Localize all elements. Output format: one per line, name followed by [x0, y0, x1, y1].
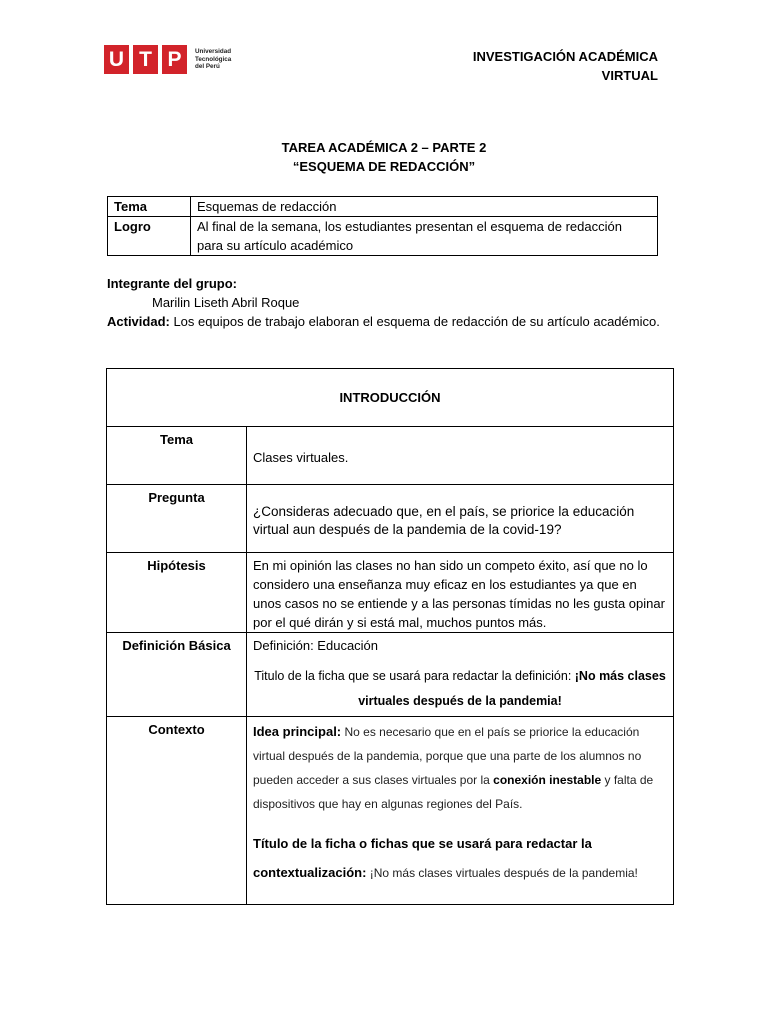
- idea-bold: conexión inestable: [493, 773, 602, 787]
- idea-text-2: y falta de dispositivos que hay en algunas regiones del País.: [253, 773, 654, 811]
- idea-label: Idea principal:: [253, 724, 342, 739]
- outline-tema-value: Clases virtuales.: [247, 427, 674, 485]
- outline-row-contexto: [107, 717, 674, 905]
- definicion-ficha-prefix: Titulo de la ficha que se usará para redactar la definición:: [254, 669, 575, 683]
- info-row-logro: [108, 217, 658, 256]
- outline-row-definicion: [107, 633, 674, 717]
- activity-label: Actividad:: [107, 314, 170, 329]
- title-line1: TAREA ACADÉMICA 2 – PARTE 2: [281, 140, 487, 155]
- course-header: [473, 47, 658, 85]
- outline-pregunta-value: ¿Consideras adecuado que, en el país, se priorice la educación virtual aun después de la pandemia de la covid-19?: [247, 485, 674, 553]
- outline-contexto-label: Contexto: [107, 717, 247, 905]
- outline-hipotesis-label: Hipótesis: [107, 553, 247, 633]
- logo-letter-p: P: [162, 45, 187, 74]
- logo-letter-u: U: [104, 45, 129, 74]
- outline-definicion-label: Definición Básica: [107, 633, 247, 717]
- info-table: [107, 196, 658, 256]
- definicion-ficha-title: ¡No más clases virtuales después de la pandemia!: [358, 669, 666, 708]
- outline-row-tema: [107, 427, 674, 485]
- outline-definicion-cell: [247, 633, 674, 717]
- logo-letter-t: T: [133, 45, 158, 74]
- outline-row-hipotesis: [107, 553, 674, 633]
- outline-definicion-ficha: [253, 664, 667, 714]
- outline-heading: INTRODUCCIÓN: [107, 369, 674, 427]
- outline-definicion-value: Definición: Educación: [253, 638, 379, 653]
- utp-logo: [104, 45, 231, 74]
- outline-heading-row: [107, 369, 674, 427]
- logo-university-name: Universidad Tecnológica del Perú: [195, 48, 232, 71]
- title-line2: “ESQUEMA DE REDACCIÓN”: [292, 159, 476, 174]
- course-header-line2: VIRTUAL: [601, 68, 658, 83]
- info-row-tema: [108, 197, 658, 217]
- idea-text-1: No es necesario que en el país se priorice la educación virtual después de la pandemia, porque que una parte de los alumnos no pueden acceder a sus clases virtuales por la: [253, 725, 642, 787]
- ficha-value: ¡No más clases virtuales después de la pandemia!: [366, 866, 638, 880]
- info-tema-label: Tema: [108, 197, 191, 217]
- group-label: Integrante del grupo:: [107, 276, 237, 291]
- group-member: Marilin Liseth Abril Roque: [152, 295, 300, 310]
- activity-text: Los equipos de trabajo elaboran el esquema de redacción de su artículo académico.: [169, 314, 660, 329]
- outline-pregunta-label: Pregunta: [107, 485, 247, 553]
- info-logro-value: Al final de la semana, los estudiantes presentan el esquema de redacción para su artículo académico: [191, 217, 658, 256]
- contexto-idea-paragraph: [253, 720, 667, 816]
- group-section: [107, 274, 667, 331]
- info-logro-label: Logro: [108, 217, 191, 256]
- outline-row-pregunta: [107, 485, 674, 553]
- outline-tema-label: Tema: [107, 427, 247, 485]
- outline-table: [106, 368, 674, 905]
- page-title: [0, 138, 768, 176]
- activity-paragraph: [107, 312, 667, 331]
- ficha-label: Título de la ficha o fichas que se usará para redactar la contextualización:: [253, 836, 592, 880]
- outline-contexto-cell: [247, 717, 674, 905]
- contexto-ficha-paragraph: [253, 829, 667, 888]
- info-tema-value: Esquemas de redacción: [191, 197, 658, 217]
- course-header-line1: INVESTIGACIÓN ACADÉMICA: [472, 49, 658, 64]
- outline-hipotesis-value: En mi opinión las clases no han sido un competo éxito, así que no lo considero una enseñanza muy eficaz en los estudiantes ya que en unos casos no se entiende y a las personas tímidas no les gusta opinar por el qué dirán y si está mal, muchos puntos más.: [247, 553, 674, 633]
